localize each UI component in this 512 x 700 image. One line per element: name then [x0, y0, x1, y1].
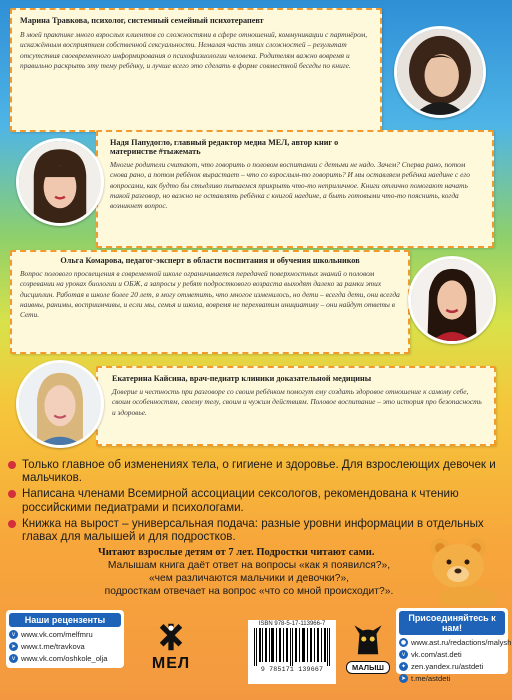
bullet-dot-icon	[8, 520, 16, 528]
vk-icon: v	[9, 630, 18, 639]
malysh-cat-icon	[351, 622, 385, 656]
web-icon: ●	[400, 639, 407, 646]
reviewers-title: Наши рецензенты	[9, 613, 121, 627]
join-link[interactable]: ✦ zen.yandex.ru/astdeti	[400, 662, 484, 671]
telegram-icon: ➤	[400, 675, 407, 682]
reviewer-name: Екатерина Кайсина, врач-педиатр клиники доказательной медицины	[112, 374, 372, 383]
join-link[interactable]: v vk.com/ast.deti	[399, 650, 505, 659]
barcode-number: 9 785171 139667	[260, 666, 324, 673]
book-questions: Малышам книга даёт ответ на вопросы «как я появился?», «чем различаются мальчики и девочки?», подросткам отвечает на вопрос «что со мной происходит?».	[104, 560, 394, 597]
feature-item: Книжка на вырост – универсальная подача: разные уровни информации в отдельных главах для малышей и для подростков.	[8, 517, 498, 543]
reviewer-link[interactable]: v www.vk.com/oshkole_olja	[9, 654, 121, 663]
join-link[interactable]: ● www.ast.ru/redactions/malysh	[400, 638, 512, 647]
malysh-logo-text: МАЛЫШ	[346, 661, 390, 674]
feature-item: Написана членами Всемирной ассоциации сексологов, рекомендована к чтению российскими педиатрами и психологами.	[8, 487, 498, 513]
reviewer-photo-kaysina	[16, 360, 104, 448]
barcode-bars-icon	[252, 628, 332, 666]
reviewer-photo-papudoglo	[16, 138, 104, 226]
feature-item: Только главное об изменениях тела, о гигиене и здоровье. Для взрослеющих девочек и мальчиков.	[8, 458, 498, 484]
reviewer-name: Марина Травкова, психолог, системный семейный психотерапевт	[20, 16, 264, 25]
review-text: Вопрос полового просвещения в современной школе ограничивается передачей поверхностных знаний о половом созревании на уроках биологии и ОБЖ, а запросы у ребят подросткового возраста выходят далеко за рамки этих дисциплин. Работая в школе более 20 лет, я могу отметить, что многое изменилось, но дети – всегда дети, они всегда наивны, ранимы, восприимчивы, и если мы, семья и школа, вовремя не перехватим инициативу – они найдут ответы в Сети.	[20, 269, 400, 320]
join-panel	[396, 608, 512, 683]
review-card-kaysina	[96, 366, 496, 446]
bullet-dot-icon	[8, 490, 16, 498]
reviewer-link[interactable]: ➤ www.t.me/travkova	[10, 642, 85, 651]
reviewer-link[interactable]: v www.vk.com/melfmru	[9, 630, 121, 639]
join-title: Присоединяйтесь к нам!	[399, 611, 505, 635]
barcode	[248, 620, 336, 684]
mel-logo	[146, 622, 196, 684]
review-text: В моей практике много взрослых клиентов со сложностями в сфере отношений, коммуникации с партнёром, искажённым восприятием собственной сексуальности. Немалая часть этих сложностей – результат отсутствия своевременного информирования о психофизиологии человека. Родителям важно вовремя и правильно раскрыть эту тему ребёнку, и лучше всего это сделать в форме совместной беседы по книге.	[20, 30, 368, 70]
bullet-dot-icon	[8, 461, 16, 469]
review-text: Доверие и честность при разговоре со своим ребёнком помогут ему создать здоровое отношение к самому себе, своим особенностям, своему телу, своим и чужим действиям. Половое воспитание – это история про безопасность и здоровье.	[112, 387, 482, 417]
review-card-komarova	[10, 250, 410, 354]
reading-age: Читают взрослые детям от 7 лет. Подростки читают сами.	[98, 547, 375, 558]
reviewers-panel	[6, 610, 124, 668]
review-card-papudoglo	[96, 130, 494, 248]
mel-logo-text: МЕЛ	[151, 655, 191, 672]
feature-list	[8, 458, 498, 546]
reviewer-photo-travkova	[394, 26, 486, 118]
zen-icon: ✦	[400, 663, 407, 670]
reviewer-photo-komarova	[408, 256, 496, 344]
vk-icon: v	[399, 650, 408, 659]
reviewer-name: Ольга Комарова, педагог-эксперт в области воспитания и обучения школьников	[60, 256, 360, 265]
join-link[interactable]: ➤ t.me/astdeti	[400, 674, 451, 683]
reviewer-name: Надя Папудогло, главный редактор медиа МЕЛ, автор книг о материнстве #тыжемать	[110, 138, 339, 156]
review-text: Многие родители считают, что говорить о половом воспитании с детьми не надо. Зачем? Сперва рано, потом снова рано, а потом ребёнок вырастает – что со взрослым-то говорить? И мы оставляем ребёнка наедине с его вопросами, как будто бы стыдливо пытаемся прикрыть что-то неприличное. Книги отлично помогают начать такой разговор, но важно не оставлять ребёнка с книгой наедине, а быть готовыми что-то пояснить, когда возникнет вопрос.	[110, 160, 470, 211]
malysh-logo	[346, 622, 390, 684]
medical-symbol-icon	[153, 622, 189, 652]
isbn-text: ISBN 978-5-17-113966-7	[258, 621, 326, 627]
vk-icon: v	[9, 654, 18, 663]
review-card-travkova	[10, 8, 382, 132]
telegram-icon: ➤	[10, 643, 17, 650]
teddy-bear-icon	[418, 534, 508, 606]
